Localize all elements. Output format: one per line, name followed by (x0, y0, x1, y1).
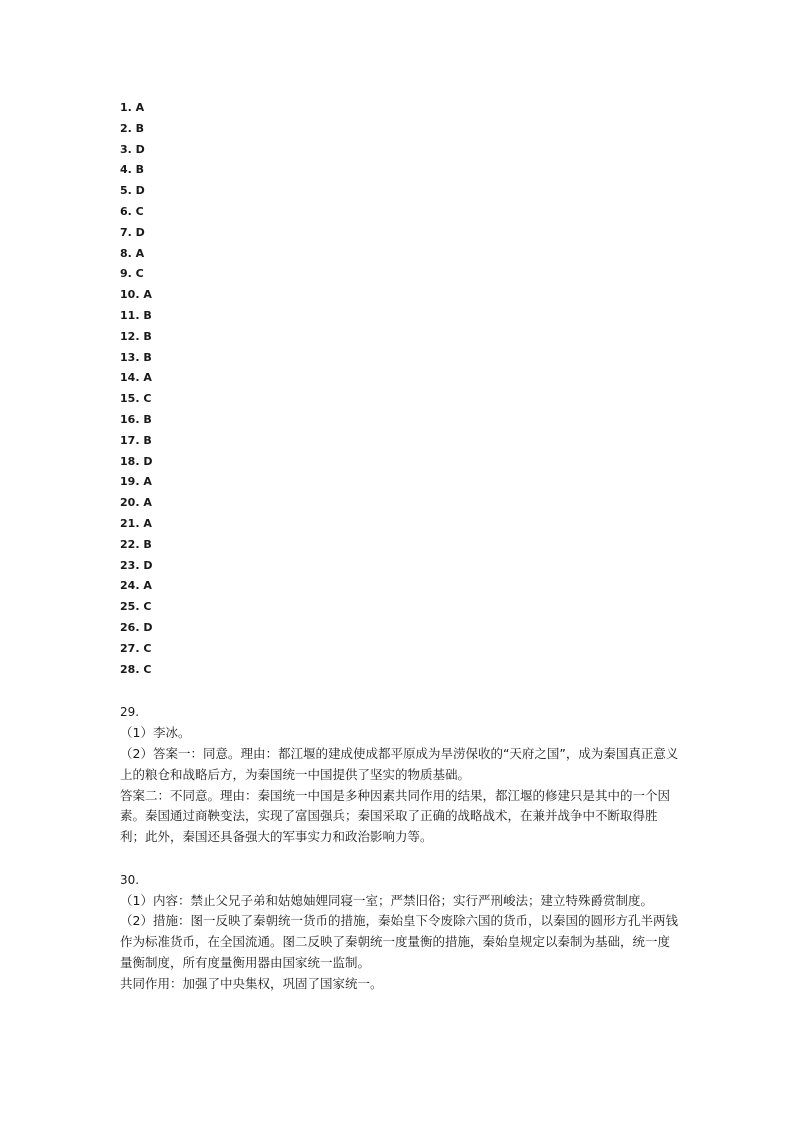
answer-item (120, 556, 680, 577)
answer-number: 10 . (120, 288, 143, 301)
answer-item (120, 160, 680, 181)
answer-letter: A (143, 288, 152, 302)
answer-letter: B (143, 308, 152, 322)
answer-letter: B (135, 121, 145, 135)
answer-item (120, 618, 680, 639)
answer-item (120, 306, 680, 327)
answer-number: 12 . (120, 330, 143, 343)
answer-letter: A (135, 246, 145, 260)
question-30-number: 30. (120, 872, 140, 887)
question-29-part-2: （2）答案一：同意。理由：都江堰的建成使成都平原成为旱涝保收的“天府之国”，成为秦国真正意义上的粮仓和战略后方，为秦国统一中国提供了坚实的物质基础。 (120, 745, 679, 782)
answer-number: 14 . (120, 371, 143, 384)
answer-item (120, 119, 680, 140)
answer-letter: A (143, 496, 152, 510)
question-29-part-1: （1）李冰。 (120, 725, 191, 741)
answer-item (120, 348, 680, 369)
question-30-part-3: 共同作用：加强了中央集权，巩固了国家统一。 (120, 975, 383, 991)
answer-number: 20 . (120, 496, 143, 509)
answer-number: 28 . (120, 663, 143, 676)
answer-item (120, 389, 680, 410)
answer-number: 7 . (120, 226, 136, 239)
answer-item (120, 431, 680, 452)
answer-number: 25 . (120, 600, 143, 613)
answer-letter: B (143, 433, 152, 447)
answer-number: 3 . (120, 143, 136, 156)
answer-letter: D (143, 620, 153, 634)
answer-letter: B (135, 163, 145, 177)
answer-letter: D (143, 558, 153, 572)
answer-letter: C (135, 267, 144, 281)
answer-number: 4 . (120, 163, 136, 176)
answer-number: 8 . (120, 247, 136, 260)
answer-number: 6 . (120, 205, 136, 218)
answer-letter: B (143, 350, 152, 364)
answer-letter: C (143, 600, 152, 614)
answer-number: 11 . (120, 309, 143, 322)
answer-number: 26 . (120, 621, 143, 634)
answer-letter: D (135, 184, 145, 198)
answer-item (120, 140, 680, 161)
answer-number: 16 . (120, 413, 143, 426)
answer-item (120, 264, 680, 285)
answer-letter: A (143, 516, 152, 530)
answer-item (120, 181, 680, 202)
answer-item (120, 535, 680, 556)
question-29-number: 29. (120, 705, 140, 720)
answer-sheet (120, 98, 680, 995)
answer-letter: A (143, 579, 152, 593)
answer-item (120, 639, 680, 660)
answer-number: 23 . (120, 559, 143, 572)
answer-item (120, 576, 680, 597)
question-30-part-1: （1）内容：禁止父兄子弟和姑媳妯娌同寝一室；严禁旧俗；实行严刑峻法；建立特殊爵赏制度。 (120, 892, 653, 908)
answer-item (120, 493, 680, 514)
answer-letter: C (143, 662, 152, 676)
answer-number: 18 . (120, 455, 143, 468)
answer-item (120, 368, 680, 389)
answer-number: 1 . (120, 101, 136, 114)
answer-letter: D (135, 142, 145, 156)
answer-item (120, 223, 680, 244)
multiple-choice-answers (120, 98, 680, 680)
answer-item (120, 244, 680, 265)
answer-number: 13 . (120, 351, 143, 364)
answer-letter: C (135, 204, 144, 218)
answer-letter: B (143, 537, 152, 551)
question-30-part-2: （2）措施：图一反映了秦朝统一货币的措施，秦始皇下令废除六国的货币，以秦国的圆形方孔半两钱作为标准货币，在全国流通。图二反映了秦朝统一度量衡的措施，秦始皇规定以秦制为基础，统一度量衡制度，所有度量衡用器由国家统一监制。 (120, 913, 678, 971)
answer-number: 17 . (120, 434, 143, 447)
answer-letter: A (143, 475, 152, 489)
answer-number: 5 . (120, 184, 136, 197)
answer-number: 22 . (120, 538, 143, 551)
answer-item (120, 660, 680, 681)
answer-item (120, 472, 680, 493)
answer-item (120, 452, 680, 473)
answer-letter: D (135, 225, 145, 239)
answer-number: 15 . (120, 392, 143, 405)
answer-item (120, 202, 680, 223)
answer-number: 24 . (120, 579, 143, 592)
answer-number: 21 . (120, 517, 143, 530)
answer-letter: D (143, 454, 153, 468)
answer-letter: B (143, 412, 152, 426)
answer-letter: A (135, 101, 145, 114)
answer-item (120, 410, 680, 431)
question-29 (120, 702, 680, 848)
answer-number: 19 . (120, 475, 143, 488)
answer-item (120, 285, 680, 306)
answer-number: 2 . (120, 122, 136, 135)
answer-letter: C (143, 392, 152, 406)
answer-item (120, 327, 680, 348)
answer-number: 27 . (120, 642, 143, 655)
question-30 (120, 870, 680, 995)
answer-number: 9 . (120, 267, 136, 280)
question-29-part-3: 答案二：不同意。理由：秦国统一中国是多种因素共同作用的结果，都江堰的修建只是其中的一个因素。秦国通过商鞅变法，实现了富国强兵；秦国采取了正确的战略战术，在兼并战争中不断取得胜利；此外，秦国还具备强大的军事实力和政治影响力等。 (120, 787, 671, 845)
answer-item (120, 98, 680, 119)
answer-letter: A (143, 371, 152, 385)
answer-item (120, 597, 680, 618)
answer-item (120, 514, 680, 535)
answer-letter: C (143, 641, 152, 655)
answer-letter: B (143, 329, 152, 343)
